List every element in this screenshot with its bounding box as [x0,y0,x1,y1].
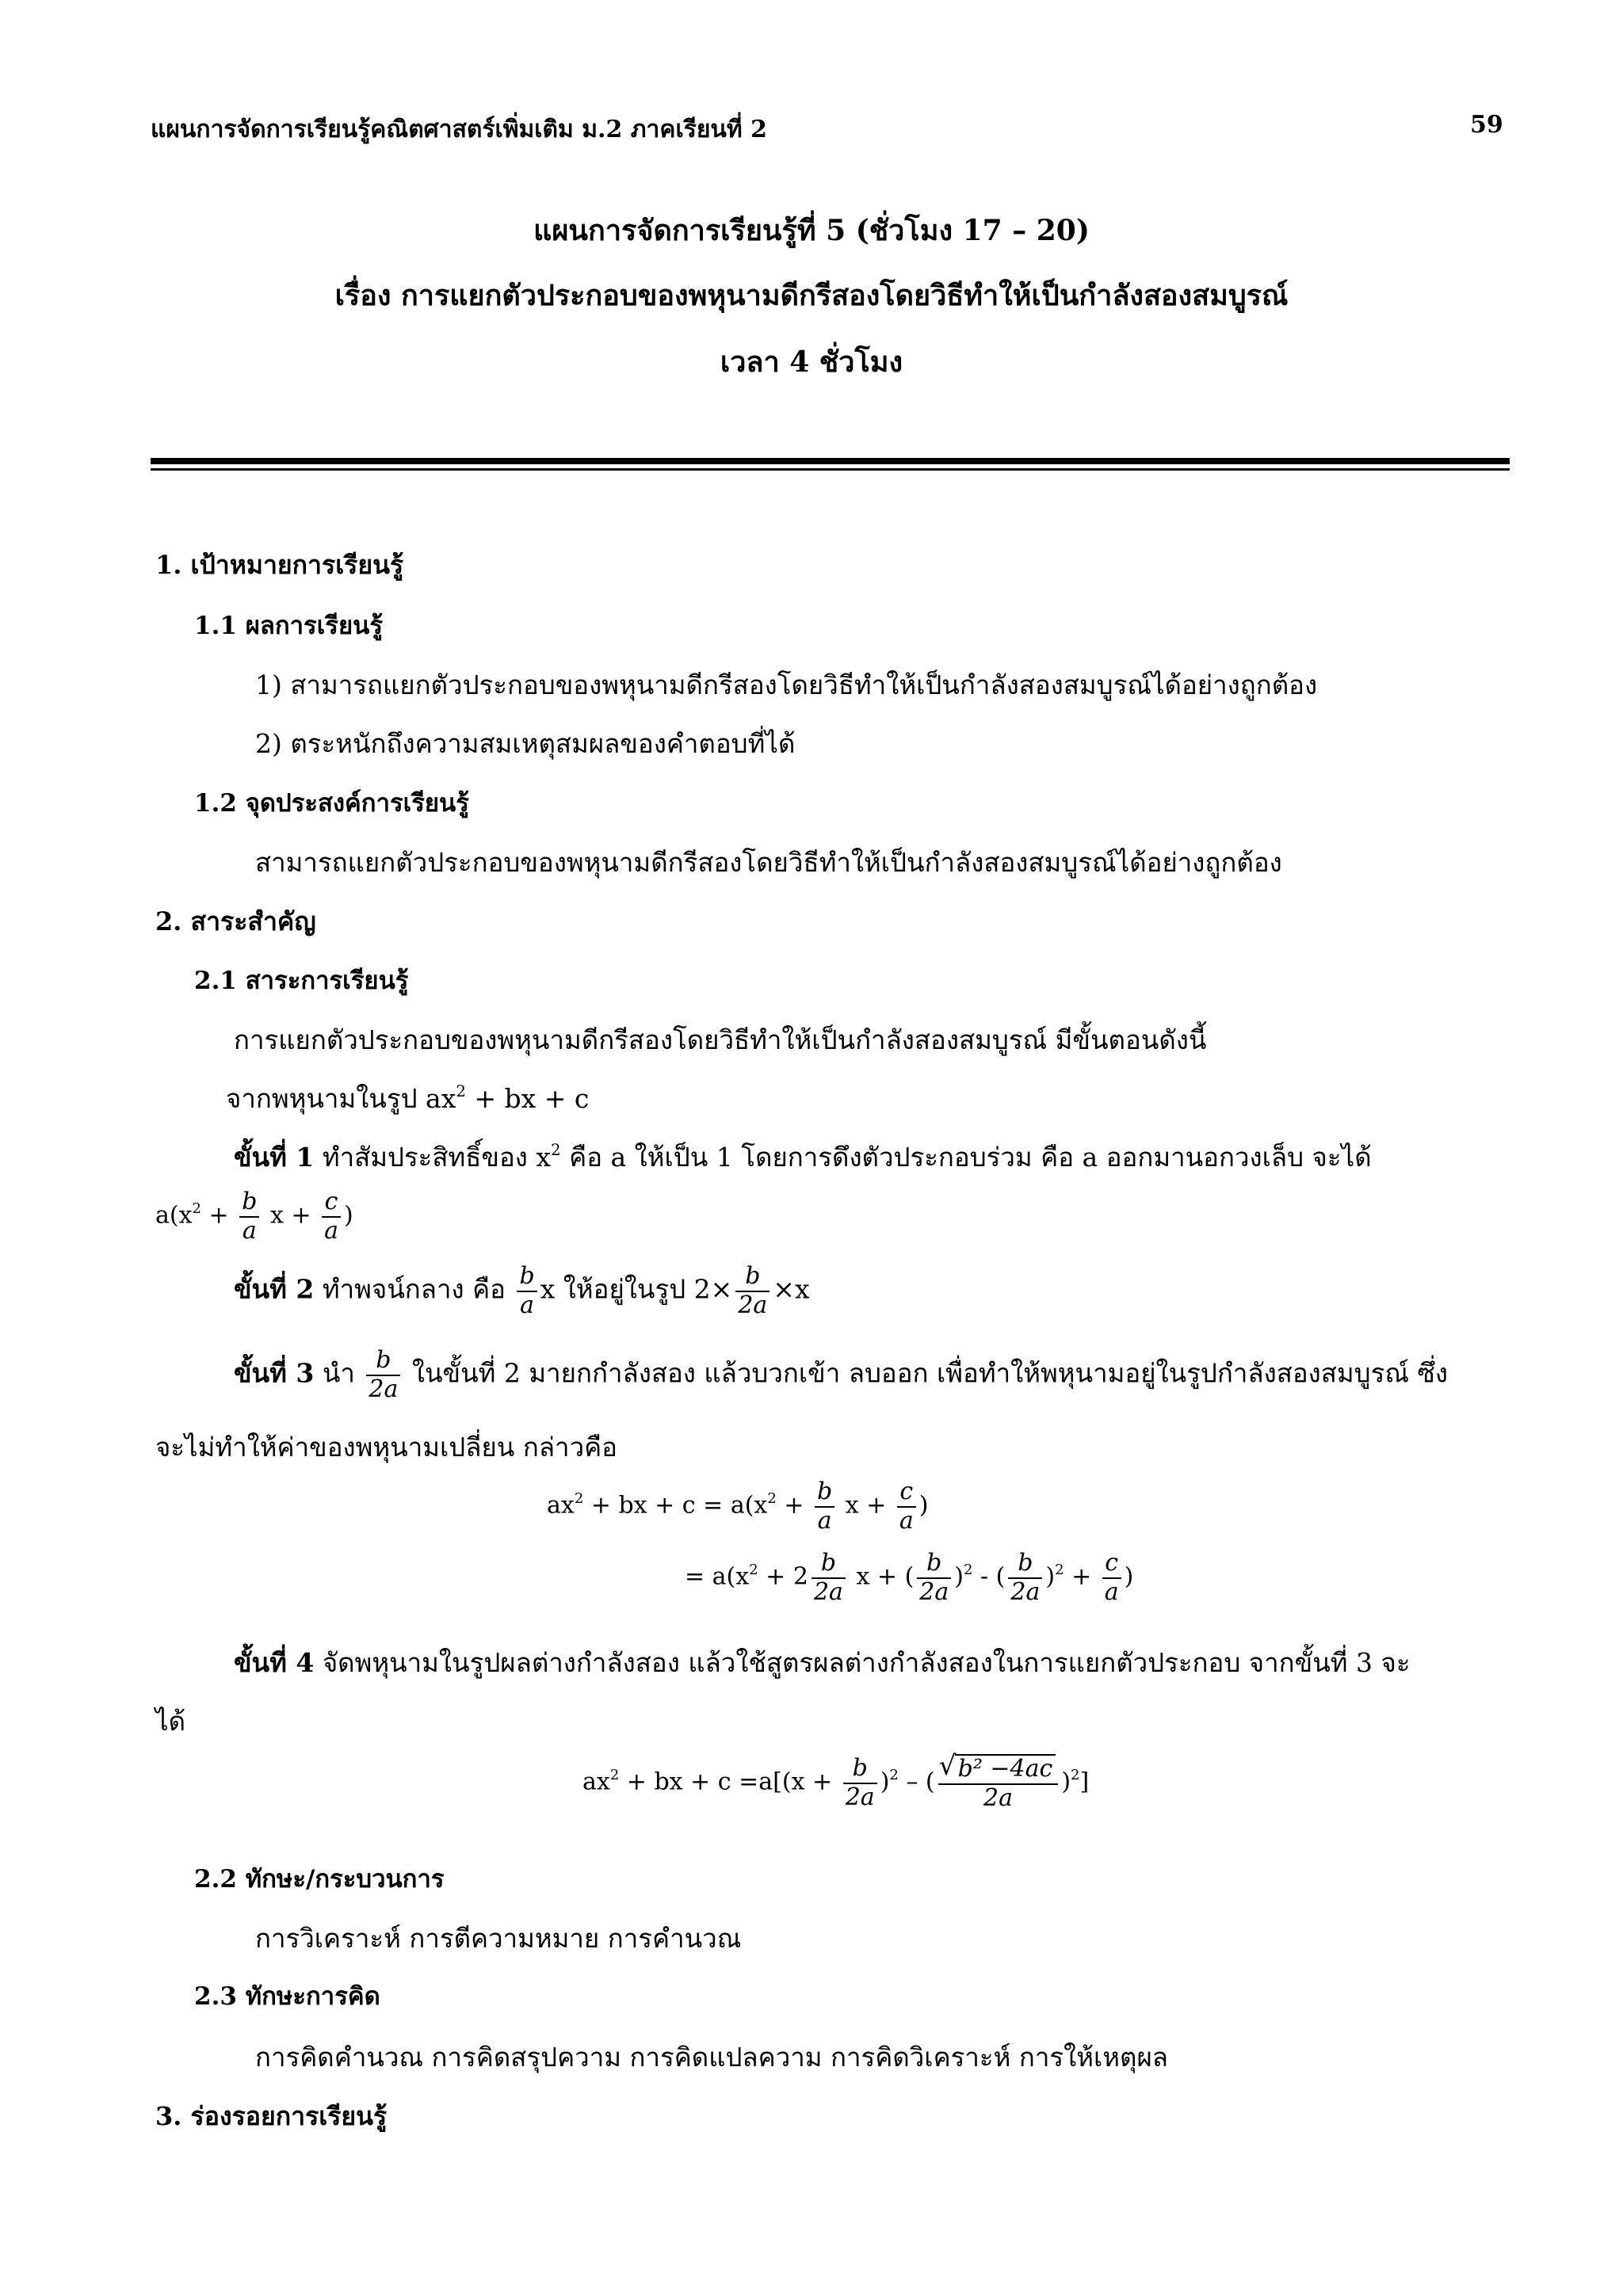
equation-3: $ax^2$ + bx + c =a[(x + $\frac{b}{2a}$ )$^2$ – ( √ $\frac{\text{b² −4ac}}{2a}$ )$^2$] [582,1754,1089,1812]
outcome-item-2: 2) ตระหนักถึงความสมเหตุสมผลของคำตอบที่ได้ [255,728,796,759]
polynomial-form: จากพหุนามในรูป $ax^2$ + bx + c [226,1082,590,1114]
section-3-heading: 3. ร่องรอยการเรียนรู้ [155,2101,388,2131]
outcome-item-1: 1) สามารถแยกตัวประกอบของพหุนามดีกรีสองโดยวิธีทำให้เป็นกำลังสองสมบูรณ์ได้อย่างถูกต้อง [255,669,1318,700]
step-4-label: ขั้นที่ 4 [234,1647,315,1678]
step-3: ขั้นที่ 3 นำ $\frac{b}{2a}$ ในขั้นที่ 2 มายกกำลังสอง แล้วบวกเข้า ลบออก เพื่อทำให้พหุนามอยู่ในรูปกำลังสองสมบูรณ์ ซึ่ง [234,1346,1448,1403]
section-2-3-heading: 2.3 ทักษะการคิด [194,1982,380,2011]
step-3-line-2: จะไม่ทำให้ค่าของพหุนามเปลี่ยน กล่าวคือ [155,1432,617,1463]
title-divider-thin [151,468,1510,471]
section-2-heading: 2. สาระสำคัญ [155,906,316,936]
plan-title: แผนการจัดการเรียนรู้ที่ 5 (ชั่วโมง 17 – 20) [533,214,1090,247]
thinking-skills: การคิดคำนวณ การคิดสรุปความ การคิดแปลความ การคิดวิเคราะห์ การให้เหตุผล [255,2042,1169,2073]
step-1: ขั้นที่ 1 ทำสัมประสิทธิ์ของ $x^2$ คือ a ให้เป็น 1 โดยการดึงตัวประกอบร่วม คือ a ออกมานอกวงเล็บ จะได้ [234,1141,1372,1173]
running-title: แผนการจัดการเรียนรู้คณิตศาสตร์เพิ่มเติม ม.2 ภาคเรียนที่ 2 [151,116,768,143]
step-4: ขั้นที่ 4 จัดพหุนามในรูปผลต่างกำลังสอง แล้วใช้สูตรผลต่างกำลังสองในการแยกตัวประกอบ จากขั้นที่ 3 จะ [234,1647,1411,1678]
section-1-2-heading: 1.2 จุดประสงค์การเรียนรู้ [194,789,469,818]
step-1-label: ขั้นที่ 1 [234,1142,315,1173]
step-4-line-2: ได้ [155,1706,186,1737]
plan-subject: เรื่อง การแยกตัวประกอบของพหุนามดีกรีสองโดยวิธีทำให้เป็นกำลังสองสมบูรณ์ [334,279,1289,312]
section-2-2-heading: 2.2 ทักษะ/กระบวนการ [194,1865,445,1894]
process-skills: การวิเคราะห์ การตีความหมาย การคำนวณ [255,1923,742,1954]
square-root-sign: √ b² −4ac [955,1754,1056,1783]
title-divider-thick [151,458,1510,464]
objective-text: สามารถแยกตัวประกอบของพหุนามดีกรีสองโดยวิธีทำให้เป็นกำลังสองสมบูรณ์ได้อย่างถูกต้อง [255,847,1282,878]
factoring-intro: การแยกตัวประกอบของพหุนามดีกรีสองโดยวิธีทำให้เป็นกำลังสองสมบูรณ์ มีขั้นตอนดังนี้ [234,1024,1207,1055]
plan-duration: เวลา 4 ชั่วโมง [720,345,903,379]
step-2: ขั้นที่ 2 ทำพจน์กลาง คือ $\frac{b}{a}$ x ให้อยู่ในรูป 2× $\frac{b}{2a}$ ×x [234,1262,810,1319]
section-2-1-heading: 2.1 สาระการเรียนรู้ [194,967,409,995]
equation-2: = $a(x^2 + 2$ $\frac{b}{2a}$ x + ( $\frac{b}{2a}$ )$^2$ - ( $\frac{b}{2a}$ )$^2$ + $\frac{c}{a}$ ) [685,1549,1134,1606]
step-2-label: ขั้นที่ 2 [234,1273,315,1305]
page-number: 59 [1470,111,1503,139]
step-3-label: ขั้นที่ 3 [234,1357,315,1389]
section-1-heading: 1. เป้าหมายการเรียนรู้ [155,550,404,580]
section-1-1-heading: 1.1 ผลการเรียนรู้ [194,612,383,640]
step-1-formula: $a(x^2$ + $\frac{b}{a}$ x + $\frac{c}{a}$ ) [155,1188,353,1245]
equation-1: $ax^2$ + bx + $c = a(x^2$ + $\frac{b}{a}$ x + $\frac{c}{a}$ ) [547,1478,929,1535]
